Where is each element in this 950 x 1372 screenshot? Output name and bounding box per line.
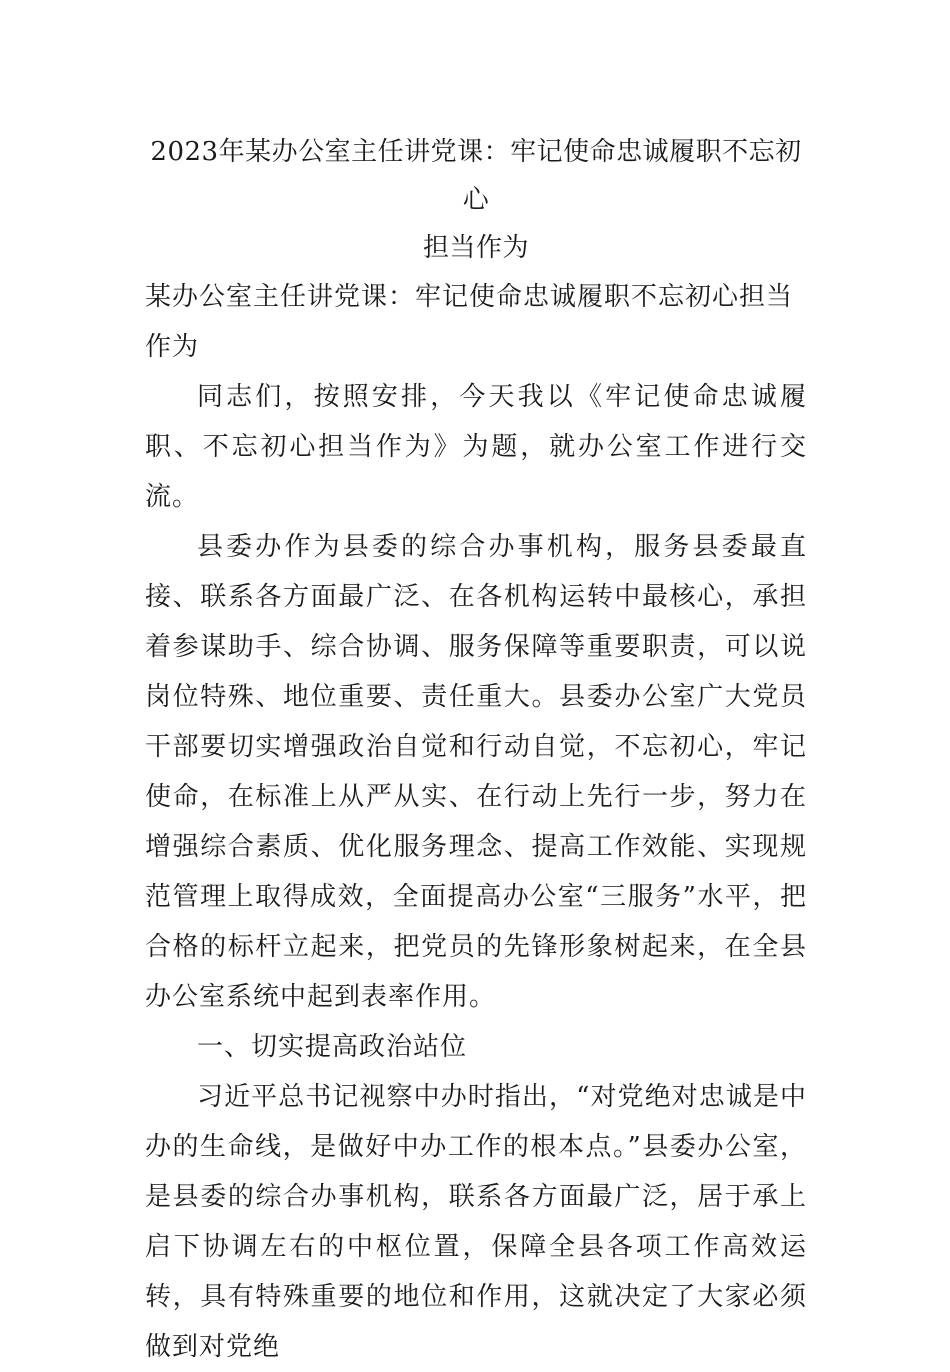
section-heading: 一、切实提高政治站位 xyxy=(197,1032,468,1062)
document-page xyxy=(145,128,807,1372)
title-line-1: 2023年某办公室主任讲党课：牢记使命忠诚履职不忘初心 xyxy=(150,137,802,215)
document-subtitle: 某办公室主任讲党课：牢记使命忠诚履职不忘初心担当作为 xyxy=(145,282,794,362)
paragraph-intro: 同志们，按照安排，今天我以《牢记使命忠诚履职、不忘初心担当作为》为题，就办公室工作进行交流。 xyxy=(145,382,807,512)
paragraph-body: 县委办作为县委的综合办事机构，服务县委最直接、联系各方面最广泛、在各机构运转中最核心，承担着参谋助手、综合协调、服务保障等重要职责，可以说岗位特殊、地位重要、责任重大。县委办公室广大党员干部要切实增强政治自觉和行动自觉，不忘初心，牢记使命，在标准上从严从实、在行动上先行一步，努力在增强综合素质、优化服务理念、提高工作效能、实现规范管理上取得成效，全面提高办公室“三服务”水平，把合格的标杆立起来，把党员的先锋形象树起来，在全县办公室系统中起到表率作用。 xyxy=(145,532,807,1012)
document-title xyxy=(145,128,807,272)
paragraph-section-1: 习近平总书记视察中办时指出，“对党绝对忠诚是中办的生命线，是做好中办工作的根本点。”县委办公室，是县委的综合办事机构，联系各方面最广泛，居于承上启下协调左右的中枢位置，保障全县各项工作高效运转，具有特殊重要的地位和作用，这就决定了大家必须做到对党绝 xyxy=(145,1082,807,1362)
title-line-2: 担当作为 xyxy=(422,233,529,263)
